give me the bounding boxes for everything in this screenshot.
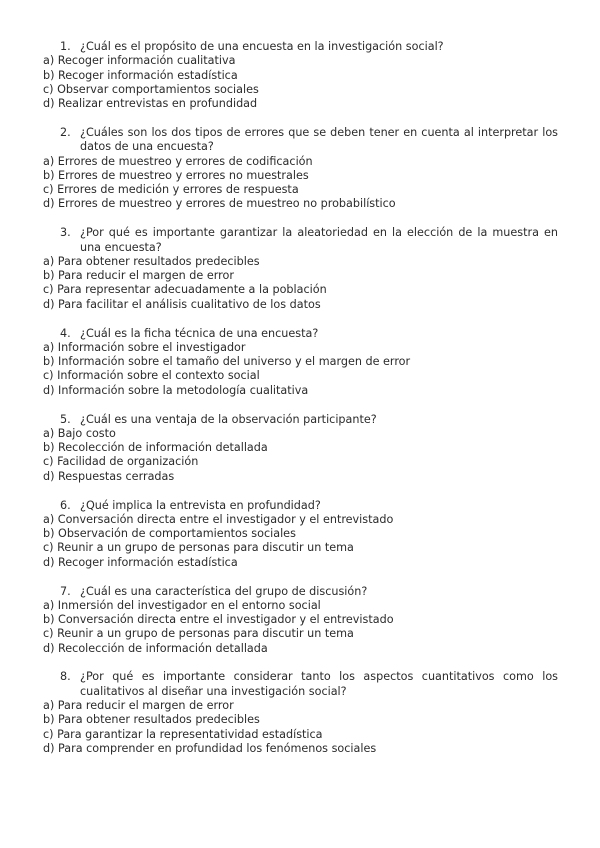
- quiz-page: [43, 40, 558, 771]
- question-1: [43, 40, 558, 111]
- option-b: b) Para reducir el margen de error: [43, 269, 234, 283]
- option-c: c) Reunir a un grupo de personas para discutir un tema: [43, 541, 354, 555]
- question-text: ¿Qué implica la entrevista en profundidad?: [80, 498, 321, 512]
- question-text: ¿Por qué es importante garantizar la aleatoriedad en la elección de la muestra en una encuesta?: [80, 226, 558, 254]
- question-number: 2.: [60, 125, 71, 139]
- option-b: b) Para obtener resultados predecibles: [43, 713, 260, 727]
- option-d: d) Respuestas cerradas: [43, 469, 175, 483]
- option-c: c) Información sobre el contexto social: [43, 369, 260, 383]
- option-c: c) Para representar adecuadamente a la población: [43, 283, 327, 297]
- option-d: d) Recoger información estadística: [43, 555, 238, 569]
- option-b: b) Observación de comportamientos sociales: [43, 527, 296, 541]
- option-c: c) Reunir a un grupo de personas para discutir un tema: [43, 627, 354, 641]
- question-text: ¿Cuál es el propósito de una encuesta en la investigación social?: [80, 40, 444, 53]
- question-text: ¿Cuál es una ventaja de la observación participante?: [80, 412, 377, 426]
- question-number: 3.: [60, 226, 71, 240]
- question-5: [43, 413, 558, 484]
- option-d: d) Para comprender en profundidad los fenómenos sociales: [43, 741, 377, 755]
- option-a: a) Para reducir el margen de error: [43, 699, 234, 713]
- option-a: a) Para obtener resultados predecibles: [43, 254, 260, 268]
- option-d: d) Recolección de información detallada: [43, 641, 268, 655]
- question-number: 4.: [60, 326, 71, 340]
- question-8: [43, 670, 558, 756]
- question-number: 7.: [60, 584, 71, 598]
- option-a: a) Información sobre el investigador: [43, 340, 246, 354]
- option-d: d) Realizar entrevistas en profundidad: [43, 97, 258, 111]
- option-a: a) Inmersión del investigador en el entorno social: [43, 598, 321, 612]
- option-d: d) Errores de muestreo y errores de muestreo no probabilístico: [43, 197, 396, 211]
- question-number: 6.: [60, 498, 71, 512]
- question-number: 8.: [60, 670, 71, 684]
- option-d: d) Para facilitar el análisis cualitativo de los datos: [43, 297, 321, 311]
- question-text: ¿Cuáles son los dos tipos de errores que se deben tener en cuenta al interpretar los datos de una encuesta?: [80, 125, 558, 154]
- option-b: b) Conversación directa entre el investigador y el entrevistado: [43, 613, 394, 627]
- option-c: c) Observar comportamientos sociales: [43, 82, 259, 96]
- question-number: 5.: [60, 412, 71, 426]
- option-d: d) Información sobre la metodología cualitativa: [43, 383, 309, 397]
- option-c: c) Para garantizar la representatividad estadística: [43, 727, 323, 741]
- question-number: 1.: [60, 40, 71, 53]
- option-a: a) Conversación directa entre el investigador y el entrevistado: [43, 512, 394, 526]
- question-4: [43, 327, 558, 398]
- option-b: b) Información sobre el tamaño del universo y el margen de error: [43, 355, 411, 369]
- question-7: [43, 585, 558, 656]
- question-text: ¿Cuál es la ficha técnica de una encuesta?: [80, 326, 319, 340]
- question-text: ¿Por qué es importante considerar tanto los aspectos cuantitativos como los cualitativos al diseñar una investigación social?: [80, 670, 558, 698]
- option-a: a) Errores de muestreo y errores de codificación: [43, 154, 313, 168]
- option-b: b) Recolección de información detallada: [43, 441, 268, 455]
- question-6: [43, 499, 558, 570]
- question-text: ¿Cuál es una característica del grupo de discusión?: [80, 584, 368, 598]
- question-2: [43, 126, 558, 212]
- option-b: b) Errores de muestreo y errores no muestrales: [43, 168, 309, 182]
- question-3: [43, 226, 558, 312]
- option-a: a) Recoger información cualitativa: [43, 54, 236, 68]
- option-b: b) Recoger información estadística: [43, 68, 238, 82]
- option-c: c) Facilidad de organización: [43, 455, 199, 469]
- option-c: c) Errores de medición y errores de respuesta: [43, 183, 299, 197]
- option-a: a) Bajo costo: [43, 426, 116, 440]
